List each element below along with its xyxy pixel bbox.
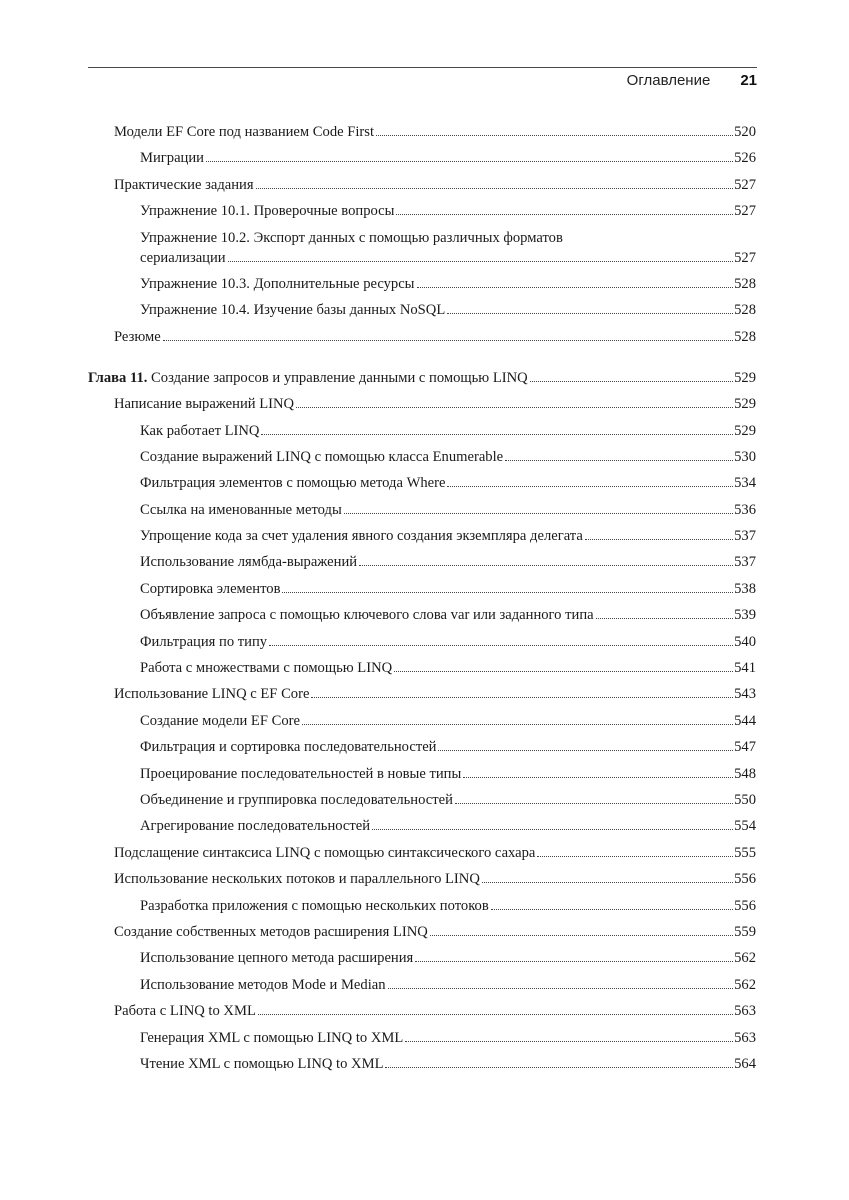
toc-entry-page: 537 [734,554,756,571]
toc-entry-page: 528 [734,275,756,292]
toc-entry-title: Чтение XML с помощью LINQ to XML [140,1055,384,1072]
toc-entry [88,1028,756,1048]
toc-entry-page: 540 [734,633,756,650]
toc-entry [88,816,756,836]
toc-entry-title: Генерация XML с помощью LINQ to XML [140,1029,404,1046]
dot-leader [530,381,733,382]
toc-entry-page: 527 [734,203,756,220]
dot-leader [482,882,733,883]
toc-entry-title: Упражнение 10.2. Экспорт данных с помощью различных форматов [140,229,563,246]
toc-entry-page: 536 [734,501,756,518]
toc-entry-title-cont: сериализации [140,249,226,266]
dot-leader [385,1067,733,1068]
toc-entry-title: Подслащение синтаксиса LINQ с помощью синтаксического сахара [114,844,536,861]
toc-entry-page: 562 [734,950,756,967]
dot-leader [359,565,733,566]
toc-entry [88,473,756,493]
toc-entry-title: Объявление запроса с помощью ключевого слова var или заданного типа [140,607,594,624]
toc-entry-page: 541 [734,660,756,677]
toc-entry [88,948,756,968]
toc-entry-title: Разработка приложения с помощью нескольких потоков [140,897,489,914]
dot-leader [463,777,733,778]
toc-entry-title: Объединение и группировка последовательностей [140,791,453,808]
toc-entry-title: Как работает LINQ [140,422,260,439]
toc-entry-page: 548 [734,765,756,782]
toc-entry [88,394,756,414]
toc-entry-title: Написание выражений LINQ [114,396,295,413]
toc-entry-title: Сортировка элементов [140,580,281,597]
toc-entry [88,421,756,441]
page-number: 21 [740,72,757,89]
toc-entry-page: 538 [734,580,756,597]
toc-entry [88,327,756,347]
toc-entry-page: 529 [734,422,756,439]
dot-leader [261,434,733,435]
toc-entry-title: Упражнение 10.1. Проверочные вопросы [140,203,395,220]
toc-entry-title: Резюме [114,328,161,345]
toc-entry [88,500,756,520]
toc-entry [88,526,756,546]
toc-entry-page: 520 [734,124,756,140]
toc-entry [88,896,756,916]
dot-leader [417,287,734,288]
toc-entry-title: Работа с множествами с помощью LINQ [140,660,393,677]
toc-entry [88,579,756,599]
dot-leader [447,486,733,487]
toc-entry-title: Миграции [140,150,204,167]
toc-entry-title: Работа с LINQ to XML [114,1003,256,1020]
toc-entry [88,764,756,784]
toc-entry-page: 562 [734,976,756,993]
toc-entry [88,684,756,704]
toc-entry-page: 547 [734,739,756,756]
toc-chapter-entry [88,368,756,388]
toc-entry-title: Ссылка на именованные методы [140,501,342,518]
toc-entry-page: 556 [734,871,756,888]
dot-leader [438,750,733,751]
dot-leader [269,645,733,646]
toc-entry-title: Создание собственных методов расширения LINQ [114,923,428,940]
toc-entry-page: 543 [734,686,756,703]
running-header [627,72,757,89]
dot-leader [296,407,733,408]
toc-entry [88,922,756,942]
dot-leader [206,161,733,162]
header-rule [88,67,757,68]
dot-leader [163,340,733,341]
toc-entry-title: Создание модели EF Core [140,712,300,729]
toc-entry [88,447,756,467]
toc-entry-page: 556 [734,897,756,914]
toc-entry [88,122,756,142]
toc-chapter-title [88,368,528,388]
toc-entry-title: Фильтрация по типу [140,633,268,650]
dot-leader [388,988,734,989]
toc-entry-page: 550 [734,791,756,808]
toc-entry-page: 563 [734,1003,756,1020]
toc-entry [88,737,756,757]
dot-leader [282,592,733,593]
toc-entry-title: Использование LINQ с EF Core [114,686,310,703]
dot-leader [405,1041,733,1042]
toc-entry-page: 537 [734,528,756,545]
dot-leader [376,135,733,136]
toc-entry-title: Практические задания [114,176,254,193]
toc-entry-page: 563 [734,1029,756,1046]
toc-entry [88,869,756,889]
toc-entry [88,300,756,320]
toc-entry-page: 530 [734,448,756,465]
toc-entry [88,711,756,731]
toc-entry-page: 539 [734,607,756,624]
toc-entry-title: Создание выражений LINQ с помощью класса Enumerable [140,448,504,465]
toc-entry-page: 554 [734,818,756,835]
toc-entry-page: 559 [734,923,756,940]
table-of-contents [88,122,756,1080]
toc-entry-page: 526 [734,150,756,167]
toc-entry [88,148,756,168]
toc-entry [88,201,756,221]
chapter-title-text: Создание запросов и управление данными с помощью LINQ [151,369,528,386]
toc-entry [88,843,756,863]
toc-entry-title: Упрощение кода за счет удаления явного создания экземпляра делегата [140,528,583,545]
toc-entry-page: 544 [734,712,756,729]
dot-leader [228,261,733,262]
dot-leader [344,513,733,514]
toc-entry [88,975,756,995]
toc-entry-page: 528 [734,302,756,319]
toc-entry [88,175,756,195]
toc-entry-page: 534 [734,475,756,492]
toc-entry-page: 528 [734,328,756,345]
toc-entry [88,552,756,572]
dot-leader [596,618,734,619]
dot-leader [256,188,734,189]
toc-entry-title: Фильтрация и сортировка последовательностей [140,739,437,756]
toc-entry [88,790,756,810]
toc-entry [88,274,756,294]
dot-leader [447,313,733,314]
dot-leader [585,539,733,540]
dot-leader [430,935,733,936]
toc-entry-title: Упражнение 10.3. Дополнительные ресурсы [140,275,415,292]
toc-entry-title: Фильтрация элементов с помощью метода Where [140,475,446,492]
dot-leader [311,697,733,698]
toc-entry-page: 527 [734,176,756,193]
toc-entry [88,605,756,625]
toc-entry [88,1054,756,1074]
toc-entry-title: Использование лямбда-выражений [140,554,358,571]
toc-entry-title: Использование методов Mode и Median [140,976,386,993]
dot-leader [491,909,733,910]
toc-entry-page: 527 [734,249,756,266]
dot-leader [396,214,733,215]
toc-entry-page: 564 [734,1055,756,1072]
dot-leader [415,961,733,962]
toc-entry [88,228,756,268]
toc-entry [88,632,756,652]
dot-leader [505,460,733,461]
toc-entry-title: Проецирование последовательностей в новые типы [140,765,462,782]
dot-leader [537,856,733,857]
running-title: Оглавление [626,72,711,89]
dot-leader [372,829,733,830]
chapter-label: Глава 11. [88,369,148,386]
toc-entry-title: Модели EF Core под названием Code First [114,124,375,140]
toc-entry-title: Агрегирование последовательностей [140,818,371,835]
dot-leader [394,671,733,672]
toc-entry-continuation [140,248,756,268]
dot-leader [302,724,733,725]
toc-entry-title: Упражнение 10.4. Изучение базы данных NoSQL [140,302,446,319]
toc-entry [88,1001,756,1021]
toc-entry [88,658,756,678]
toc-entry-page: 555 [734,844,756,861]
toc-entry-page: 529 [734,396,756,413]
toc-entry-page: 529 [734,369,756,386]
toc-entry-title: Использование нескольких потоков и параллельного LINQ [114,871,480,888]
toc-entry-title: Использование цепного метода расширения [140,950,414,967]
dot-leader [258,1014,733,1015]
dot-leader [455,803,733,804]
